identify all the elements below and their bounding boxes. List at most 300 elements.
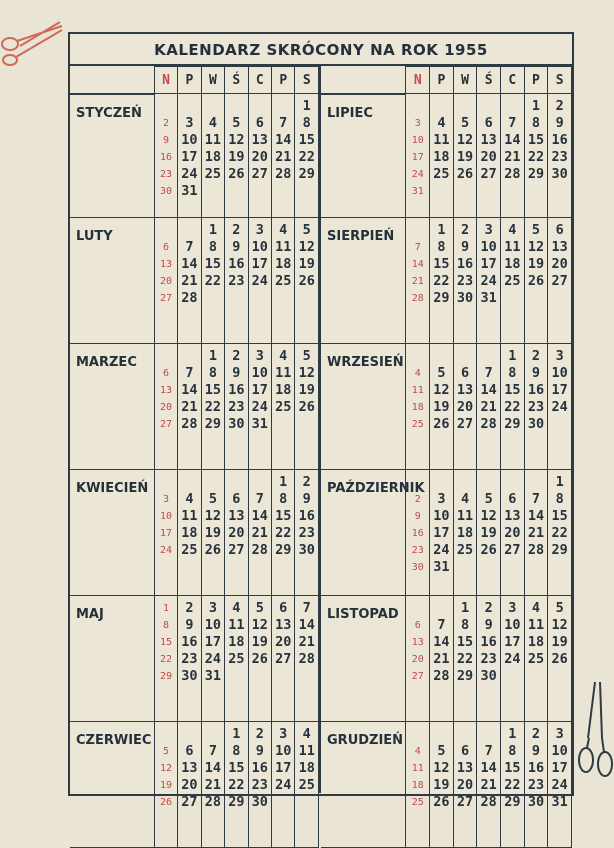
day-number: 26 xyxy=(298,272,315,289)
day-number: 30 xyxy=(159,186,172,197)
day-number: 30 xyxy=(298,541,315,558)
day-number: 22 xyxy=(456,650,474,667)
day-number: 25 xyxy=(228,650,245,667)
month-row xyxy=(70,721,319,847)
day-number: 4 xyxy=(531,599,541,616)
day-number: 10 xyxy=(159,510,172,522)
day-number xyxy=(430,474,453,491)
day-header: Ś xyxy=(225,67,248,94)
day-number xyxy=(155,222,177,239)
day-number: 25 xyxy=(275,398,292,415)
day-number: 1 xyxy=(555,473,564,490)
day-number xyxy=(454,348,477,365)
day-column xyxy=(295,217,319,343)
day-number: 27 xyxy=(456,415,474,432)
day-number: 22 xyxy=(159,653,172,665)
day-number: 19 xyxy=(456,149,474,165)
day-column xyxy=(430,469,454,595)
day-number: 6 xyxy=(555,221,564,238)
day-number: 24 xyxy=(251,272,268,289)
day-column xyxy=(201,721,224,847)
day-number: 23 xyxy=(411,544,424,556)
day-number: 22 xyxy=(228,776,245,793)
day-number: 18 xyxy=(456,524,474,541)
day-number: 17 xyxy=(433,524,450,541)
day-column xyxy=(501,343,525,469)
day-number: 31 xyxy=(204,667,222,684)
day-number: 10 xyxy=(181,132,198,148)
day-column xyxy=(524,469,548,595)
day-column xyxy=(201,94,224,218)
day-number: 2 xyxy=(255,725,264,742)
day-column xyxy=(524,343,548,469)
day-number: 1 xyxy=(208,221,217,238)
day-number: 28 xyxy=(411,292,424,304)
month-row xyxy=(70,94,319,218)
day-number: 4 xyxy=(460,490,470,507)
day-number: 2 xyxy=(531,725,541,742)
day-number: 30 xyxy=(456,289,474,306)
day-number xyxy=(501,474,524,491)
day-column xyxy=(272,469,295,595)
day-header-row xyxy=(70,67,319,94)
day-number: 19 xyxy=(298,255,315,272)
day-column xyxy=(548,217,572,343)
day-number xyxy=(430,348,453,365)
day-number: 3 xyxy=(208,599,217,616)
day-number: 28 xyxy=(275,166,292,182)
day-number: 19 xyxy=(527,255,545,272)
day-number: 14 xyxy=(527,507,545,524)
scissors-icon xyxy=(0,10,66,70)
day-number: 24 xyxy=(551,776,568,793)
day-number: 17 xyxy=(275,759,292,776)
day-number: 8 xyxy=(508,364,517,381)
day-number xyxy=(501,559,524,576)
day-number: 11 xyxy=(504,238,521,255)
day-number xyxy=(178,474,200,491)
day-number: 3 xyxy=(437,490,446,507)
day-column xyxy=(272,595,295,721)
day-header-row xyxy=(321,67,571,94)
day-number: 6 xyxy=(162,241,169,253)
day-number: 28 xyxy=(504,166,521,182)
day-number: 15 xyxy=(159,636,172,648)
day-number: 13 xyxy=(456,759,474,776)
day-number: 2 xyxy=(414,493,421,505)
day-number: 4 xyxy=(437,115,446,131)
day-number: 30 xyxy=(411,561,424,573)
day-number: 3 xyxy=(255,347,264,364)
day-header: W xyxy=(453,67,477,94)
day-number xyxy=(202,290,224,307)
day-number: 15 xyxy=(275,507,292,524)
day-number: 28 xyxy=(527,541,545,558)
day-column xyxy=(295,721,319,847)
day-number: 21 xyxy=(251,524,268,541)
day-number: 21 xyxy=(504,149,521,165)
day-number: 9 xyxy=(232,238,241,255)
day-column xyxy=(524,721,548,847)
month-table-right xyxy=(321,66,572,848)
day-number: 24 xyxy=(504,650,521,667)
day-number: 2 xyxy=(555,98,564,114)
day-column xyxy=(453,595,477,721)
day-number: 9 xyxy=(255,742,264,759)
day-number: 9 xyxy=(302,490,311,507)
day-column xyxy=(295,343,319,469)
day-number: 5 xyxy=(460,115,470,131)
day-number: 26 xyxy=(433,793,450,810)
day-column xyxy=(501,94,525,218)
day-number: 20 xyxy=(159,401,172,413)
day-header: N xyxy=(406,67,430,94)
day-number: 11 xyxy=(456,507,474,524)
day-number: 6 xyxy=(255,115,264,131)
day-number: 23 xyxy=(298,524,315,541)
day-column xyxy=(201,217,224,343)
day-number: 13 xyxy=(159,258,172,270)
day-number: 1 xyxy=(508,725,517,742)
day-column xyxy=(477,595,501,721)
day-column xyxy=(225,721,248,847)
day-number: 25 xyxy=(527,650,545,667)
day-number: 23 xyxy=(181,650,198,667)
day-number: 1 xyxy=(437,221,446,238)
day-number: 21 xyxy=(480,398,497,415)
day-number xyxy=(295,183,318,200)
day-number xyxy=(454,559,477,576)
day-number: 4 xyxy=(414,367,421,379)
day-number: 8 xyxy=(162,619,169,631)
day-number: 21 xyxy=(298,633,315,650)
day-number: 20 xyxy=(181,776,198,793)
day-number xyxy=(477,726,500,743)
month-name: MARZEC xyxy=(70,343,154,469)
day-number: 17 xyxy=(504,633,521,650)
day-number: 6 xyxy=(460,742,470,759)
day-number: 30 xyxy=(551,166,568,182)
day-column xyxy=(501,595,525,721)
day-number xyxy=(430,726,453,743)
day-number: 10 xyxy=(504,616,521,633)
day-number: 8 xyxy=(555,490,564,507)
day-number xyxy=(525,183,548,200)
day-number: 19 xyxy=(251,633,268,650)
month-name: KWIECIEŃ xyxy=(70,469,154,595)
day-number: 31 xyxy=(181,183,198,199)
day-number: 21 xyxy=(411,275,424,287)
day-number: 28 xyxy=(181,415,198,432)
day-number: 20 xyxy=(411,653,424,665)
day-number: 26 xyxy=(480,541,497,558)
day-number: 1 xyxy=(508,347,517,364)
day-header: P xyxy=(430,67,454,94)
day-number: 18 xyxy=(298,759,315,776)
day-number xyxy=(477,474,500,491)
calendar-title: KALENDARZ SKRÓCONY NA ROK 1955 xyxy=(70,34,572,66)
day-header: N xyxy=(154,67,177,94)
day-number xyxy=(525,668,548,685)
day-number: 11 xyxy=(298,742,315,759)
day-number: 26 xyxy=(527,272,545,289)
day-number xyxy=(249,474,271,491)
day-number: 29 xyxy=(456,667,474,684)
day-number: 11 xyxy=(411,384,424,396)
day-number xyxy=(501,290,524,307)
day-number: 30 xyxy=(527,415,545,432)
day-column xyxy=(430,343,454,469)
month-row xyxy=(321,469,571,595)
day-number: 14 xyxy=(433,633,450,650)
day-number: 23 xyxy=(527,776,545,793)
day-number: 11 xyxy=(275,364,292,381)
day-number: 5 xyxy=(302,221,311,238)
day-number xyxy=(548,668,571,685)
day-column xyxy=(248,595,271,721)
sunday-column xyxy=(154,469,177,595)
day-number: 31 xyxy=(433,558,450,575)
day-number: 12 xyxy=(433,381,450,398)
day-number: 25 xyxy=(298,776,315,793)
day-number: 30 xyxy=(527,793,545,810)
calendar-sheet xyxy=(68,32,574,810)
day-number: 13 xyxy=(411,636,424,648)
day-number: 11 xyxy=(527,616,545,633)
day-column xyxy=(178,595,201,721)
day-number: 6 xyxy=(162,367,169,379)
day-number: 12 xyxy=(298,238,315,255)
day-column xyxy=(225,469,248,595)
day-number: 9 xyxy=(531,742,541,759)
day-number: 15 xyxy=(204,255,222,272)
sunday-column xyxy=(154,217,177,343)
day-number: 11 xyxy=(275,238,292,255)
day-number xyxy=(202,183,224,200)
day-number: 10 xyxy=(433,507,450,524)
day-number: 21 xyxy=(433,650,450,667)
day-number: 7 xyxy=(185,364,194,381)
day-number: 15 xyxy=(504,381,521,398)
day-number: 26 xyxy=(433,415,450,432)
day-number: 25 xyxy=(181,541,198,558)
day-column xyxy=(453,469,477,595)
day-column xyxy=(178,469,201,595)
day-column xyxy=(430,94,454,218)
day-number: 20 xyxy=(480,149,497,165)
day-number: 19 xyxy=(204,524,222,541)
day-number: 8 xyxy=(531,115,541,131)
day-number xyxy=(406,726,429,743)
month-row xyxy=(321,721,571,847)
day-header: P xyxy=(178,67,201,94)
day-number: 7 xyxy=(302,599,311,616)
day-number: 5 xyxy=(302,347,311,364)
day-number: 10 xyxy=(551,364,568,381)
day-number xyxy=(202,726,224,743)
day-number: 16 xyxy=(159,152,172,163)
day-number: 15 xyxy=(527,132,545,148)
day-number: 29 xyxy=(275,541,292,558)
sunday-column xyxy=(406,721,430,847)
day-number: 24 xyxy=(204,650,222,667)
day-number: 25 xyxy=(411,796,424,808)
day-number: 17 xyxy=(204,633,222,650)
day-number: 20 xyxy=(275,633,292,650)
day-number: 27 xyxy=(504,541,521,558)
day-number: 8 xyxy=(460,616,470,633)
day-number: 3 xyxy=(555,725,564,742)
day-column xyxy=(477,721,501,847)
day-column xyxy=(548,94,572,218)
day-number: 15 xyxy=(456,633,474,650)
day-column xyxy=(501,721,525,847)
day-number: 21 xyxy=(181,272,198,289)
day-number xyxy=(454,98,477,115)
day-number xyxy=(406,348,429,365)
day-number: 13 xyxy=(480,132,497,148)
day-number: 30 xyxy=(228,415,245,432)
day-number: 18 xyxy=(275,381,292,398)
day-number: 22 xyxy=(504,398,521,415)
day-number xyxy=(454,726,477,743)
day-number: 22 xyxy=(275,524,292,541)
day-number: 23 xyxy=(159,169,172,180)
day-number: 15 xyxy=(551,507,568,524)
day-number: 3 xyxy=(185,115,194,131)
day-number: 29 xyxy=(551,541,568,558)
day-number: 25 xyxy=(504,272,521,289)
month-name: PAŹDZIERNIK xyxy=(321,469,406,595)
day-number: 19 xyxy=(551,633,568,650)
month-table-left xyxy=(70,66,319,848)
day-number: 12 xyxy=(527,238,545,255)
day-number xyxy=(477,348,500,365)
day-number: 13 xyxy=(275,616,292,633)
day-number: 24 xyxy=(480,272,497,289)
day-number: 24 xyxy=(251,398,268,415)
day-number: 23 xyxy=(228,272,245,289)
day-column xyxy=(248,217,271,343)
day-number xyxy=(225,183,247,200)
day-column xyxy=(453,217,477,343)
day-number xyxy=(295,416,318,433)
day-number xyxy=(548,183,571,200)
day-number xyxy=(178,348,200,365)
day-number: 19 xyxy=(159,779,172,791)
day-number xyxy=(249,183,271,200)
day-number: 5 xyxy=(484,490,493,507)
day-number: 16 xyxy=(527,381,545,398)
day-number: 2 xyxy=(460,221,470,238)
day-number: 14 xyxy=(181,381,198,398)
day-number: 2 xyxy=(232,221,241,238)
day-number: 17 xyxy=(551,381,568,398)
sunday-column xyxy=(406,595,430,721)
day-column xyxy=(248,343,271,469)
day-number: 24 xyxy=(181,166,198,182)
day-column xyxy=(225,94,248,218)
day-number: 13 xyxy=(251,132,268,148)
day-number: 12 xyxy=(251,616,268,633)
day-number: 27 xyxy=(456,793,474,810)
day-number: 10 xyxy=(251,238,268,255)
day-number: 12 xyxy=(433,759,450,776)
sunday-column xyxy=(406,343,430,469)
month-name: LUTY xyxy=(70,217,154,343)
day-number xyxy=(249,668,271,685)
day-number: 17 xyxy=(411,152,424,163)
day-number: 22 xyxy=(527,149,545,165)
day-number xyxy=(477,183,500,200)
day-number: 9 xyxy=(232,364,241,381)
day-number: 19 xyxy=(298,381,315,398)
day-number: 17 xyxy=(251,381,268,398)
day-number: 10 xyxy=(480,238,497,255)
day-number: 14 xyxy=(298,616,315,633)
day-number xyxy=(548,290,571,307)
month-name: LISTOPAD xyxy=(321,595,406,721)
calendar-half-left xyxy=(70,66,321,810)
day-number: 25 xyxy=(433,166,450,182)
day-number: 28 xyxy=(480,793,497,810)
day-number xyxy=(155,474,177,491)
day-number: 7 xyxy=(414,241,421,253)
month-row xyxy=(321,343,571,469)
day-number xyxy=(477,559,500,576)
day-number: 3 xyxy=(162,493,169,505)
month-name: GRUDZIEŃ xyxy=(321,721,406,847)
day-number: 2 xyxy=(531,347,541,364)
day-number: 18 xyxy=(275,255,292,272)
month-name: CZERWIEC xyxy=(70,721,154,847)
day-number: 20 xyxy=(456,776,474,793)
day-number: 2 xyxy=(484,599,493,616)
day-number: 26 xyxy=(551,650,568,667)
day-number: 18 xyxy=(527,633,545,650)
day-number: 27 xyxy=(159,292,172,304)
day-number: 14 xyxy=(504,132,521,148)
day-number: 20 xyxy=(456,398,474,415)
day-column xyxy=(178,343,201,469)
day-number: 13 xyxy=(181,759,198,776)
day-number: 12 xyxy=(228,132,245,148)
day-number: 9 xyxy=(484,616,493,633)
day-number xyxy=(406,600,429,617)
day-number: 1 xyxy=(232,725,241,742)
day-number: 8 xyxy=(437,238,446,255)
day-number: 6 xyxy=(460,364,470,381)
day-number xyxy=(525,474,548,491)
day-column xyxy=(548,721,572,847)
day-number: 18 xyxy=(411,401,424,413)
day-number: 4 xyxy=(279,347,288,364)
day-column xyxy=(548,343,572,469)
day-header: C xyxy=(501,67,525,94)
day-number xyxy=(525,290,548,307)
day-number: 18 xyxy=(204,149,222,165)
day-number: 24 xyxy=(411,169,424,180)
day-number xyxy=(430,600,453,617)
day-number: 11 xyxy=(433,132,450,148)
day-number: 9 xyxy=(555,115,564,131)
day-number xyxy=(225,668,247,685)
day-number: 10 xyxy=(411,135,424,146)
day-column xyxy=(295,595,319,721)
day-number: 20 xyxy=(228,524,245,541)
sunday-column xyxy=(154,721,177,847)
day-column xyxy=(477,343,501,469)
